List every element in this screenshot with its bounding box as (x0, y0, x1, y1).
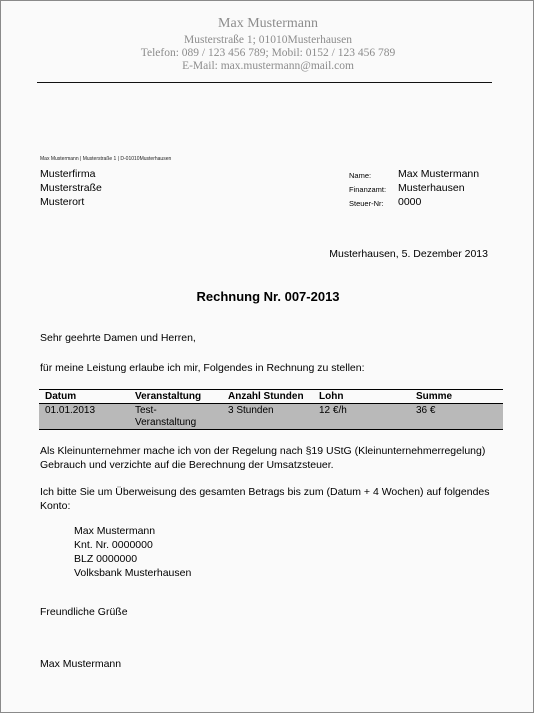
bank-holder: Max Mustermann (74, 525, 156, 537)
letterhead-divider (37, 82, 492, 83)
invoice-title: Rechnung Nr. 007-2013 (196, 289, 340, 304)
recipient-line-1: Musterfirma (40, 168, 96, 180)
info-tax-number-value: 0000 (398, 196, 422, 208)
col-header-veranstaltung: Veranstaltung (135, 391, 202, 402)
info-tax-number-label: Steuer-Nr: (349, 199, 384, 208)
table-header-rule (39, 403, 503, 404)
bank-blz: BLZ 0000000 (74, 553, 138, 565)
cell-veranstaltung (135, 405, 196, 429)
table-top-rule (39, 389, 503, 390)
col-header-datum: Datum (45, 391, 77, 402)
date-line: Musterhausen, 5. Dezember 2013 (329, 248, 488, 260)
bank-name: Volksbank Musterhausen (74, 567, 192, 579)
letterhead-name: Max Mustermann (218, 16, 318, 31)
recipient-line-3: Musterort (40, 196, 85, 208)
payment-line-2: Konto: (40, 500, 71, 512)
cell-stunden: 3 Stunden (228, 405, 274, 416)
col-header-lohn: Lohn (319, 391, 344, 402)
payment-line-1: Ich bitte Sie um Überweisung des gesamten Betrags bis zum (Datum + 4 Wochen) auf folgendes (40, 486, 490, 498)
col-header-stunden: Anzahl Stunden (228, 391, 304, 402)
cell-summe: 36 € (416, 405, 436, 416)
signature-name: Max Mustermann (40, 658, 122, 670)
info-tax-office-label: Finanzamt: (349, 185, 387, 194)
cell-lohn: 12 €/h (319, 405, 347, 416)
intro-text: für meine Leistung erlaube ich mir, Folgendes in Rechnung zu stellen: (40, 362, 365, 374)
tax-note-line-2: Gebrauch und verzichte auf die Berechnung der Umsatzsteuer. (40, 459, 334, 471)
cell-veranstaltung-line-1: Test- (135, 405, 157, 416)
table-bottom-rule (39, 429, 503, 430)
bank-account: Knt. Nr. 0000000 (74, 539, 153, 551)
info-name-label: Name: (349, 171, 372, 180)
cell-veranstaltung-line-2: Veranstaltung (135, 417, 197, 428)
letterhead-address: Musterstraße 1; 01010Musterhausen (184, 34, 352, 46)
tax-note-line-1: Als Kleinunternehmer mache ich von der Regelung nach §19 UStG (Kleinunternehmerregelung) (40, 445, 486, 457)
salutation: Sehr geehrte Damen und Herren, (40, 332, 196, 344)
sender-return-line: Max Mustermann | Musterstraße 1 | D-01010Musterhausen (40, 156, 172, 162)
letterhead-phone: Telefon: 089 / 123 456 789; Mobil: 0152 / 123 456 789 (140, 47, 396, 59)
closing: Freundliche Grüße (40, 606, 128, 618)
letterhead-email: E-Mail: max.mustermann@mail.com (182, 60, 354, 72)
info-tax-office-value: Musterhausen (398, 182, 465, 194)
cell-datum: 01.01.2013 (45, 405, 96, 416)
recipient-line-2: Musterstraße (40, 182, 102, 194)
info-name-value: Max Mustermann (398, 168, 480, 180)
col-header-summe: Summe (416, 391, 453, 402)
